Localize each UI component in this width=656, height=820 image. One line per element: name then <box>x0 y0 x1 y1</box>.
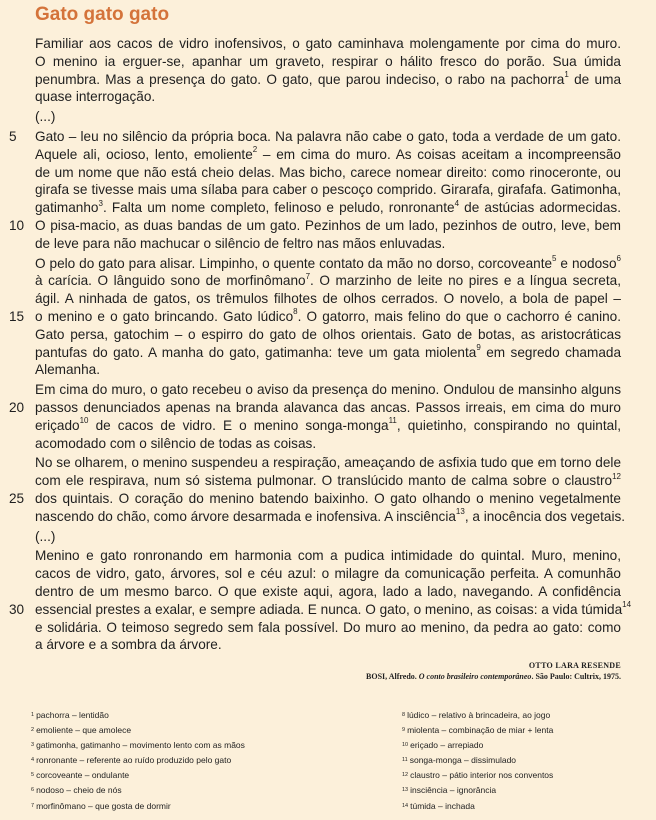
glossary-entry <box>402 738 553 753</box>
text-line: dentro de um mesmo barco. O que existe aqui, agora, lado a lado, navegando. A confidência <box>35 583 621 599</box>
glossary-entry <box>402 753 553 768</box>
glossary-text: nodoso – cheio de nós <box>36 785 122 796</box>
text-line: essencial prestes a exalar, e sempre adiada. E nunca. O gato, o menino, as coisas: a vida túmida$^{14}$ 30 <box>9 600 632 617</box>
footnote-number: 8 <box>402 712 406 718</box>
footnote-number: 9 <box>402 727 406 734</box>
line-number: 20 <box>9 399 25 415</box>
paragraph <box>9 254 621 380</box>
glossary-entry <box>402 768 553 783</box>
line-number: 15 <box>9 308 25 324</box>
text-line: passos denunciados apenas na branda alavanca das ancas. Passos irreais, em cima do muro 20 <box>9 399 621 415</box>
text-line: quase interrogação. <box>35 89 156 105</box>
paragraph <box>9 381 621 452</box>
footnote-number: 1 <box>31 712 35 718</box>
text-line: cacos de vidro, gato, árvores, sol e céu azul: o milagre da comunicação perfeita. A comunhão <box>35 566 621 582</box>
text-line: de leve para não machucar o silêncio de feltro nas mãos enluvadas. <box>35 235 446 251</box>
footnote-number: 3 <box>31 742 35 749</box>
glossary-entry <box>31 723 245 738</box>
glossary-text: lúdico – relativo à brincadeira, ao jogo <box>407 710 551 720</box>
author-name: OTTO LARA RESENDE <box>528 661 621 670</box>
footnote-number: 11 <box>402 757 408 764</box>
text-line: nascendo do chão, como árvore desarmada e inofensiva. A insciência$^{13}$, a inocência dos vegetais. <box>35 507 626 524</box>
text-line: O pelo do gato para alisar. Limpinho, o quente contato da mão no dorso, corcoveante$^5$ e nodoso$^6$ <box>35 254 621 271</box>
text-line: gatimanho$^3$. Falta um nome completo, felinoso e peludo, ronronante$^4$ de astúcias adormecidas. <box>35 198 621 216</box>
text-line: penumbra. Mas a presença do gato. O gato, que parou indeciso, o rabo na pachorra$^1$ de uma <box>35 70 622 87</box>
paragraph <box>9 454 626 525</box>
glossary-text: ronronante – referente ao ruído produzido pelo gato <box>36 755 232 766</box>
glossary-text: emoliente – que amolece <box>36 725 132 736</box>
text-line: girafa se tivesse mais uma sílaba para caber o pescoço comprido. Girarafa, girafafa. Gatimonha, <box>35 182 621 198</box>
glossary-text: corcoveante – ondulante <box>36 770 130 781</box>
paragraph <box>35 35 621 106</box>
text-line: Gato persa, gatochim – o espirro do gato de olhos orientais. Gato de botas, as aristocráticas <box>35 326 621 342</box>
glossary-entry <box>31 768 245 783</box>
text-line: e solidária. O teimoso segredo sem fala possível. Do muro ao menino, da pedra ao gato: como <box>35 619 621 635</box>
glossary-text: pachorra – lentidão <box>36 710 109 720</box>
glossary-entry <box>31 783 245 798</box>
ellipsis-marker: (...) <box>35 528 56 544</box>
text-line: ágil. A ninhada de gatos, os trêmulos filhotes de olhos cerrados. O novelo, a bola de papel – <box>35 291 621 307</box>
footnote-number: 12 <box>402 772 409 779</box>
text-line: No se olharem, o menino suspendeu a respiração, ameaçando de asfixia tudo que em torno dele <box>35 455 621 471</box>
text-line: Gato – leu no silêncio da própria boca. Na palavra não cabe o gato, toda a verdade de um gato. 5 <box>9 128 621 144</box>
footnote-number: 14 <box>402 802 409 809</box>
line-number: 30 <box>9 601 25 617</box>
text-line: eriçado$^{10}$ de cacos de vidro. E o menino songa-monga$^{11}$, quietinho, conspirando no quintal, <box>35 416 621 433</box>
glossary-entry <box>402 799 553 814</box>
glossary-text: gatimonha, gatimanho – movimento lento com as mãos <box>36 740 245 751</box>
footnote-number: 13 <box>402 787 409 794</box>
text-line: acomodado com o silêncio de todas as coisas. <box>35 435 317 451</box>
line-number: 10 <box>9 217 25 233</box>
text-line: Familiar aos cacos de vidro inofensivos, o gato caminhava molengamente por cima do muro. <box>35 36 621 51</box>
glossary-text: insciência – ignorância <box>410 785 497 796</box>
text-line: com ele respirava, num só sistema pulmonar. O translúcido manto de calma sobre o claustro$^{12}$ <box>35 471 621 489</box>
reference-suffix: . São Paulo: Cultrix, 1975. <box>531 672 621 681</box>
footnote-number: 2 <box>31 727 35 734</box>
glossary-entry <box>31 708 245 723</box>
text-line: Aquele ali, ocioso, lento, emoliente$^2$ – em cima do muro. As coisas aceitam a incompreensão <box>35 145 621 162</box>
text-line: pantufas do gato. A manha do gato, gatimanha: teve um gata miolenta$^9$ em segredo chamada <box>35 343 621 360</box>
glossary-left <box>31 708 245 814</box>
glossary-text: miolenta – combinação de miar + lenta <box>407 725 554 736</box>
line-number: 25 <box>9 490 25 506</box>
text-line: a árvore e a sombra da árvore. <box>35 637 222 653</box>
footnote-number: 5 <box>31 772 35 779</box>
text-line: à carícia. O lânguido sono de morfinômano$^7$. O marzinho de leite no pires e a língua secreta, <box>35 271 621 289</box>
glossary-text: songa-monga – dissimulado <box>409 755 517 766</box>
text-line: Alemanha. <box>35 362 100 378</box>
text-line: O pisa-macio, as duas bandas de um gato. Pezinhos de um lado, pezinhos de outro, leve, bem 10 <box>9 217 621 233</box>
glossary-text: morfinômano – que gosta de dormir <box>36 800 171 811</box>
glossary-right <box>402 708 553 814</box>
story-text <box>9 35 632 656</box>
text-line: O menino ia erguer-se, apanhar um graveto, respirar o hálito fresco do porão. Sua úmida <box>35 53 621 69</box>
glossary-entry <box>31 753 245 768</box>
text-line: Menino e gato ronronando em harmonia com a pudica intimidade do quintal. Muro, menino, <box>35 548 621 564</box>
text-line: Em cima do muro, o gato recebeu o aviso da presença do menino. Ondulou de mansinho alguns <box>35 382 621 398</box>
paragraph <box>9 128 621 253</box>
reference-title: O conto brasileiro contemporâneo <box>418 672 532 681</box>
credit-block <box>366 660 621 682</box>
glossary-entry <box>402 708 553 723</box>
article-title: Gato gato gato <box>35 4 170 25</box>
paragraph <box>9 547 632 654</box>
glossary-text: eriçado – arrepiado <box>410 740 484 751</box>
footnote-number: 7 <box>31 802 35 809</box>
text-line: de um nome que não está cheio delas. Mas bicho, carece nomear direito: como rinoceronte, ou <box>35 164 621 180</box>
glossary-entry <box>31 738 245 753</box>
text-line: o menino e o gato brincando. Gato lúdico$^8$. O gatorro, mais felino do que o cachorro é canino. 15 <box>9 307 621 324</box>
glossary-entry <box>31 799 245 814</box>
footnote-number: 4 <box>31 757 35 764</box>
text-line: dos quintais. O coração do menino batendo baixinho. O gato olhando o menino vegetalmente 25 <box>9 490 621 506</box>
reference-prefix: BOSI, Alfredo. <box>366 672 419 681</box>
footnote-number: 10 <box>402 742 409 749</box>
footnote-number: 6 <box>31 787 35 794</box>
glossary-entry <box>402 723 553 738</box>
line-number: 5 <box>9 128 17 144</box>
glossary-entry <box>402 783 553 798</box>
glossary-text: túmida – inchada <box>410 800 475 811</box>
bibliographic-reference <box>366 671 621 682</box>
ellipsis-marker: (...) <box>35 109 56 125</box>
glossary-text: claustro – pátio interior nos conventos <box>410 770 554 781</box>
